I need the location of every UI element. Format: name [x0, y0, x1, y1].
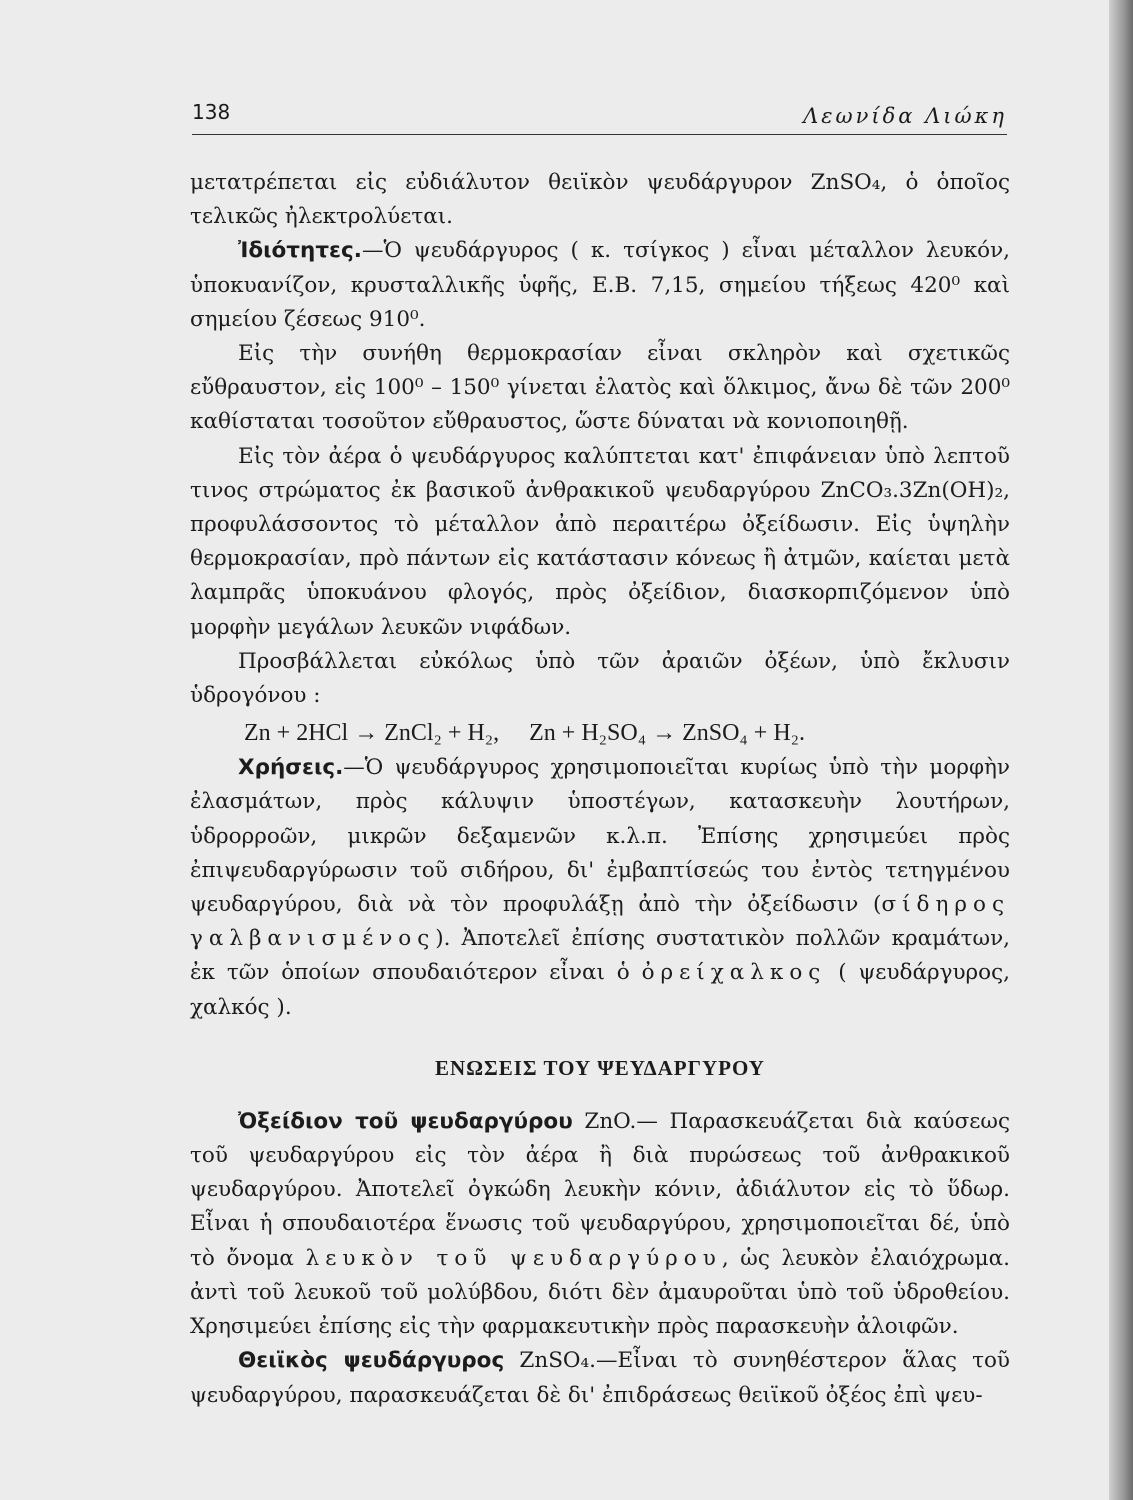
uses-spaced-term-brass: ὀρείχαλκος — [641, 960, 827, 986]
running-head: Λεωνίδα Λιώκη — [803, 104, 1007, 128]
heading-zinc-sulfate: Θειϊκὸς ψευδάργυρος — [238, 1348, 505, 1374]
paragraph-uses — [190, 751, 1010, 1025]
page-body — [190, 166, 1010, 1413]
uses-text-a: —Ὁ ψευδάργυρος χρησιμοποιεῖται κυρίως ὑπὸ τὴν μορφὴν ἐλασμάτων, πρὸς κάλυψιν ὑποστέγων, κατασκευὴν λουτήρων, ὑδρορροῶν, μικρῶν δεξαμενῶν κ.λ.π. Ἐπίσης χρησιμεύει πρὸς ἐπιψευδαργύρωσιν τοῦ σιδήρου, δι' ἐμβαπτίσεώς του ἐντὸς τετηγμένου ψευδαργύρου, διὰ νὰ τὸν προφυλάξῃ ἀπὸ τὴν ὀξείδωσιν ( — [190, 755, 1010, 918]
uses-spaced-term-galvanized: σίδηρος γαλβανισμένος — [190, 892, 1010, 952]
chemical-equation: Zn + 2HCl → ZnCl₂ + H₂, Zn + H₂SO₄ → ZnSO₄ + H₂. — [244, 720, 806, 747]
paragraph-continuation: μετατρέπεται εἰς εὐδιάλυτον θειϊκὸν ψευδάργυρον ZnSO₄, ὁ ὁποῖος τελικῶς ἠλεκτρολύεται. — [190, 170, 1010, 230]
zinc-sulfate-text: ZnSO₄.—Εἶναι τὸ συνηθέστερον ἅλας τοῦ ψευδαργύρου, παρασκευάζεται δὲ δι' ἐπιδράσεως θειϊκοῦ ὀξέος ἐπὶ ψευ- — [190, 1348, 1011, 1408]
uses-text-c: ( ψευδάργυρος, χαλκός ). — [190, 960, 1011, 1020]
page-edge — [1109, 0, 1133, 1500]
zinc-oxide-text-a: ZnO.— Παρασκευάζεται διὰ καύσεως τοῦ ψευδαργύρου εἰς τὸν ἀέρα ἢ διὰ πυρώσεως τοῦ ἀνθρακικοῦ ψευδαργύρου. Ἀποτελεῖ ὀγκώδη λευκὴν κόνιν, ἀδιάλυτον εἰς τὸ ὕδωρ. Εἶναι ἡ σπουδαιοτέρα ἕνωσις τοῦ ψευδαργύρου, χρησιμοποιεῖται δέ, ὑπὸ τὸ ὄνομα — [190, 1108, 1011, 1271]
paragraph-air-reaction: Εἰς τὸν ἀέρα ὁ ψευδάργυρος καλύπτεται κατ' ἐπιφάνειαν ὑπὸ λεπτοῦ τινος στρώματος ἐκ βασικοῦ ἀνθρακικοῦ ψευδαργύρου ZnCO₃.3Zn(OH)₂, προφυλάσσοντος τὸ μέταλλον ἀπὸ περαιτέρω ὀξείδωσιν. Εἰς ὑψηλὴν θερμοκρασίαν, πρὸ πάντων εἰς κατάστασιν κόνεως ἢ ἀτμῶν, καίεται μετὰ λαμπρᾶς ὑποκυάνου φλογός, πρὸς ὀξείδιον, διασκορπιζόμενον ὑπὸ μορφὴν μεγάλων λευκῶν νιφάδων. — [190, 443, 1010, 640]
paragraph-brittleness: Εἰς τὴν συνήθη θερμοκρασίαν εἶναι σκληρὸν καὶ σχετικῶς εὔθραυστον, εἰς 100⁰ – 150⁰ γίνεται ἐλατὸς καὶ ὅλκιμος, ἄνω δὲ τῶν 200⁰ καθίσταται τοσοῦτον εὔθραυστος, ὥστε δύναται νὰ κονιοποιηθῇ. — [190, 341, 1010, 435]
section-title: ΕΝΩΣΕΙΣ ΤΟΥ ΨΕΥΔΑΡΓΥΡΟΥ — [435, 1055, 765, 1080]
uses-text-b: ). Ἀποτελεῖ ἐπίσης συστατικὸν πολλῶν κραμάτων, ἐκ τῶν ὁποίων σπουδαιότερον εἶναι ὁ — [190, 926, 1010, 986]
zinc-oxide-text-b: , ὡς λευκὸν ἐλαιόχρωμα. ἀντὶ τοῦ λευκοῦ τοῦ μολύβδου, διότι δὲν ἀμαυροῦται ὑπὸ τοῦ ὑδροθείου. Χρησιμεύει ἐπίσης εἰς τὴν φαρμακευτικὴν πρὸς παρασκευὴν ἀλοιφῶν. — [190, 1245, 1011, 1340]
zinc-oxide-spaced-term: λευκὸν τοῦ ψευδαργύρου — [305, 1245, 722, 1271]
heading-uses: Χρήσεις. — [238, 755, 344, 781]
heading-zinc-oxide: Ὀξείδιον τοῦ ψευδαργύρου — [238, 1108, 573, 1134]
heading-properties: Ἰδιότητες. — [238, 238, 362, 264]
paragraph-zinc-sulfate — [190, 1344, 1010, 1412]
paragraph-properties — [190, 234, 1010, 337]
properties-text: —Ὁ ψευδάργυρος ( κ. τσίγκος ) εἶναι μέταλλον λευκόν, ὑποκυανίζον, κρυσταλλικῆς ὑφῆς, Ε.Β. 7,15, σημείου τήξεως 420⁰ καὶ σημείου ζέσεως 910⁰. — [190, 238, 1010, 332]
paragraph-zinc-oxide — [190, 1105, 1010, 1344]
page-number: 138 — [192, 100, 231, 124]
page-header — [192, 96, 1007, 135]
paragraph-acids: Προσβάλλεται εὐκόλως ὑπὸ τῶν ἀραιῶν ὀξέων, ὑπὸ ἔκλυσιν ὑδρογόνου : — [190, 648, 1010, 709]
